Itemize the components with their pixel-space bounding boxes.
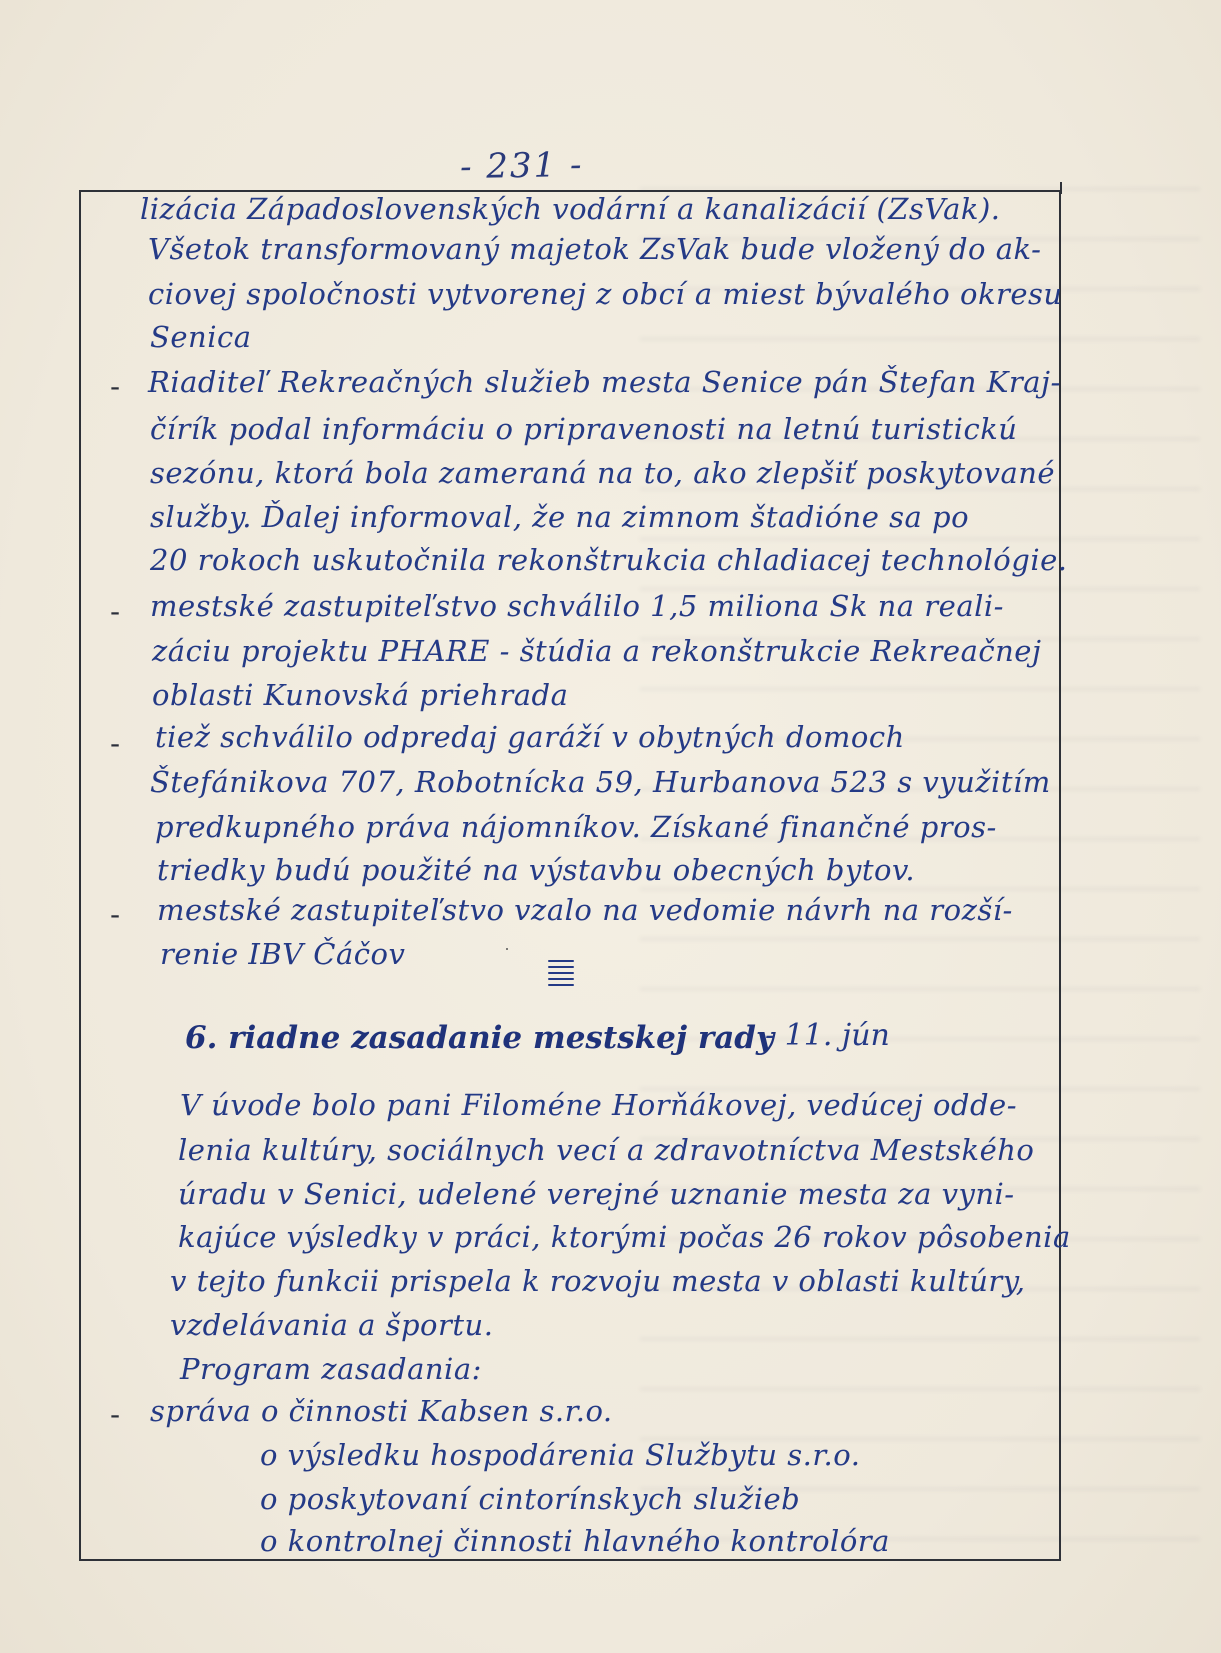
text-line-22: kajúce výsledky v práci, ktorými počas 26 rokov pôsobenia <box>178 1220 1071 1254</box>
bullet-dash: - <box>110 1398 121 1431</box>
bullet-dash: - <box>110 370 121 403</box>
section-heading: 6. riadne zasadanie mestskej rady <box>185 1020 774 1056</box>
text-line-5: Riaditeľ Rekreačných služieb mesta Senice pán Štefan Kraj- <box>148 365 1061 399</box>
text-line-3: ciovej spoločnosti vytvorenej z obcí a miest bývalého okresu <box>148 277 1063 311</box>
text-line-23: v tejto funkcii prispela k rozvoju mesta v oblasti kultúry, <box>170 1264 1026 1298</box>
text-line-21: úradu v Senici, udelené verejné uznanie mesta za vyni- <box>178 1177 1015 1211</box>
text-line-6: čírík podal informáciu o pripravenosti na letnú turistickú <box>150 412 1018 446</box>
page-number: - 231 - <box>459 144 584 188</box>
text-line-13: tiež schválilo odpredaj garáží v obytných domoch <box>155 720 905 754</box>
text-line-27: o výsledku hospodárenia Službytu s.r.o. <box>260 1438 861 1472</box>
ink-dot <box>506 948 508 950</box>
text-line-11: záciu projektu PHARE - štúdia a rekonštrukcie Rekreačnej <box>152 634 1042 668</box>
text-line-12: oblasti Kunovská priehrada <box>152 678 569 712</box>
text-line-20: lenia kultúry, sociálnych vecí a zdravotníctva Mestského <box>178 1133 1035 1167</box>
text-line-18: renie IBV Čáčov <box>160 937 406 971</box>
text-line-8: služby. Ďalej informoval, že na zimnom štadióne sa po <box>150 500 970 534</box>
text-line-2: Všetok transformovaný majetok ZsVak bude vložený do ak- <box>148 232 1042 266</box>
text-line-7: sezónu, ktorá bola zameraná na to, ako zlepšiť poskytované <box>150 456 1056 490</box>
section-divider-icon <box>548 960 574 994</box>
bullet-dash: - <box>110 727 121 760</box>
text-line-14: Štefánikova 707, Robotnícka 59, Hurbanova 523 s využitím <box>150 765 1051 799</box>
text-line-17: mestské zastupiteľstvo vzalo na vedomie návrh na rozší- <box>157 893 1013 927</box>
text-line-15: predkupného práva nájomníkov. Získané finančné pros- <box>155 810 997 844</box>
section-heading-date: - 11. jún <box>765 1018 890 1053</box>
text-line-29: o kontrolnej činnosti hlavného kontrolóra <box>260 1524 890 1558</box>
bullet-dash: - <box>110 595 121 628</box>
text-line-16: triedky budú použité na výstavbu obecných bytov. <box>157 853 916 887</box>
bullet-dash: - <box>110 898 121 931</box>
text-line-1: lizácia Západoslovenských vodární a kanalizácií (ZsVak). <box>140 192 1001 226</box>
text-line-10: mestské zastupiteľstvo schválilo 1,5 miliona Sk na reali- <box>150 589 1004 623</box>
text-line-24: vzdelávania a športu. <box>170 1308 494 1342</box>
text-line-4: Senica <box>150 320 252 354</box>
text-line-9: 20 rokoch uskutočnila rekonštrukcia chladiacej technológie. <box>150 543 1068 577</box>
text-line-19: V úvode bolo pani Filoméne Horňákovej, vedúcej odde- <box>180 1088 1018 1122</box>
text-line-26: správa o činnosti Kabsen s.r.o. <box>150 1394 613 1428</box>
text-line-28: o poskytovaní cintorínskych služieb <box>260 1482 801 1516</box>
text-line-25: Program zasadania: <box>180 1352 482 1386</box>
